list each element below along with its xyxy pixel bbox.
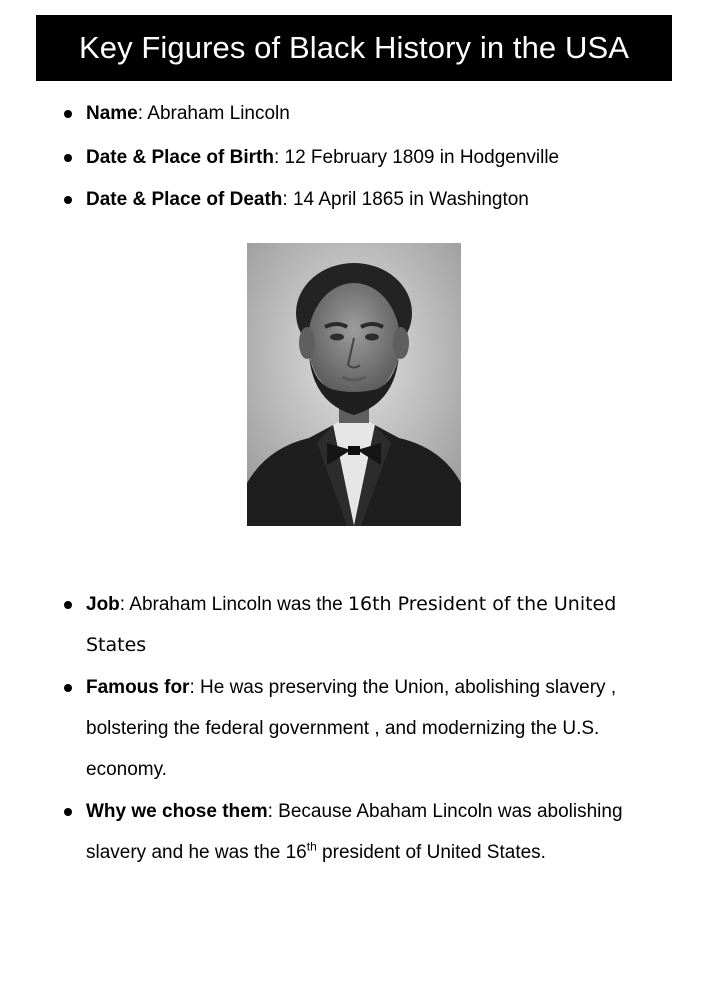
- bullet-icon: [64, 684, 72, 692]
- bullet-icon: [64, 808, 72, 816]
- list-item-job: Job: Abraham Lincoln was the 16th President of the United States: [86, 584, 676, 666]
- death-label: Date & Place of Death: [86, 189, 283, 210]
- job-value-end: 16th President of the United States: [86, 593, 617, 656]
- page-title: Key Figures of Black History in the USA: [36, 15, 672, 81]
- why-value-end: president of United States.: [316, 842, 546, 863]
- list-item-name: Name: Abraham Lincoln: [86, 102, 290, 125]
- why-label: Why we chose them: [86, 801, 268, 822]
- name-label: Name: [86, 103, 138, 124]
- list-item-why: Why we chose them: Because Abaham Lincoln was abolishing slavery and he was the 16th president of United States.: [86, 791, 676, 873]
- portrait-icon: [247, 243, 461, 526]
- name-value: Abraham Lincoln: [147, 103, 290, 124]
- birth-label: Date & Place of Birth: [86, 147, 274, 168]
- list-item-death: Date & Place of Death: 14 April 1865 in Washington: [86, 188, 529, 211]
- job-value-start: Abraham Lincoln was the: [129, 594, 348, 615]
- why-value-start: Because Abaham Lincoln was abolishing slavery and he was the 16: [86, 801, 623, 863]
- birth-value: 12 February 1809 in Hodgenville: [284, 147, 560, 168]
- list-item-famous: Famous for: He was preserving the Union, abolishing slavery , bolstering the federal government , and modernizing the U.S. economy.: [86, 667, 676, 790]
- portrait-photo: [247, 243, 461, 526]
- job-label: Job: [86, 594, 120, 615]
- bullet-icon: [64, 154, 72, 162]
- death-value: 14 April 1865 in Washington: [292, 189, 529, 210]
- list-item-birth: Date & Place of Birth: 12 February 1809 in Hodgenville: [86, 146, 559, 169]
- why-value-sup: th: [306, 839, 317, 854]
- bullet-icon: [64, 110, 72, 118]
- famous-value: He was preserving the Union, abolishing slavery , bolstering the federal government , and modernizing the U.S. economy.: [86, 677, 617, 780]
- bullet-icon: [64, 601, 72, 609]
- bullet-icon: [64, 196, 72, 204]
- famous-label: Famous for: [86, 677, 190, 698]
